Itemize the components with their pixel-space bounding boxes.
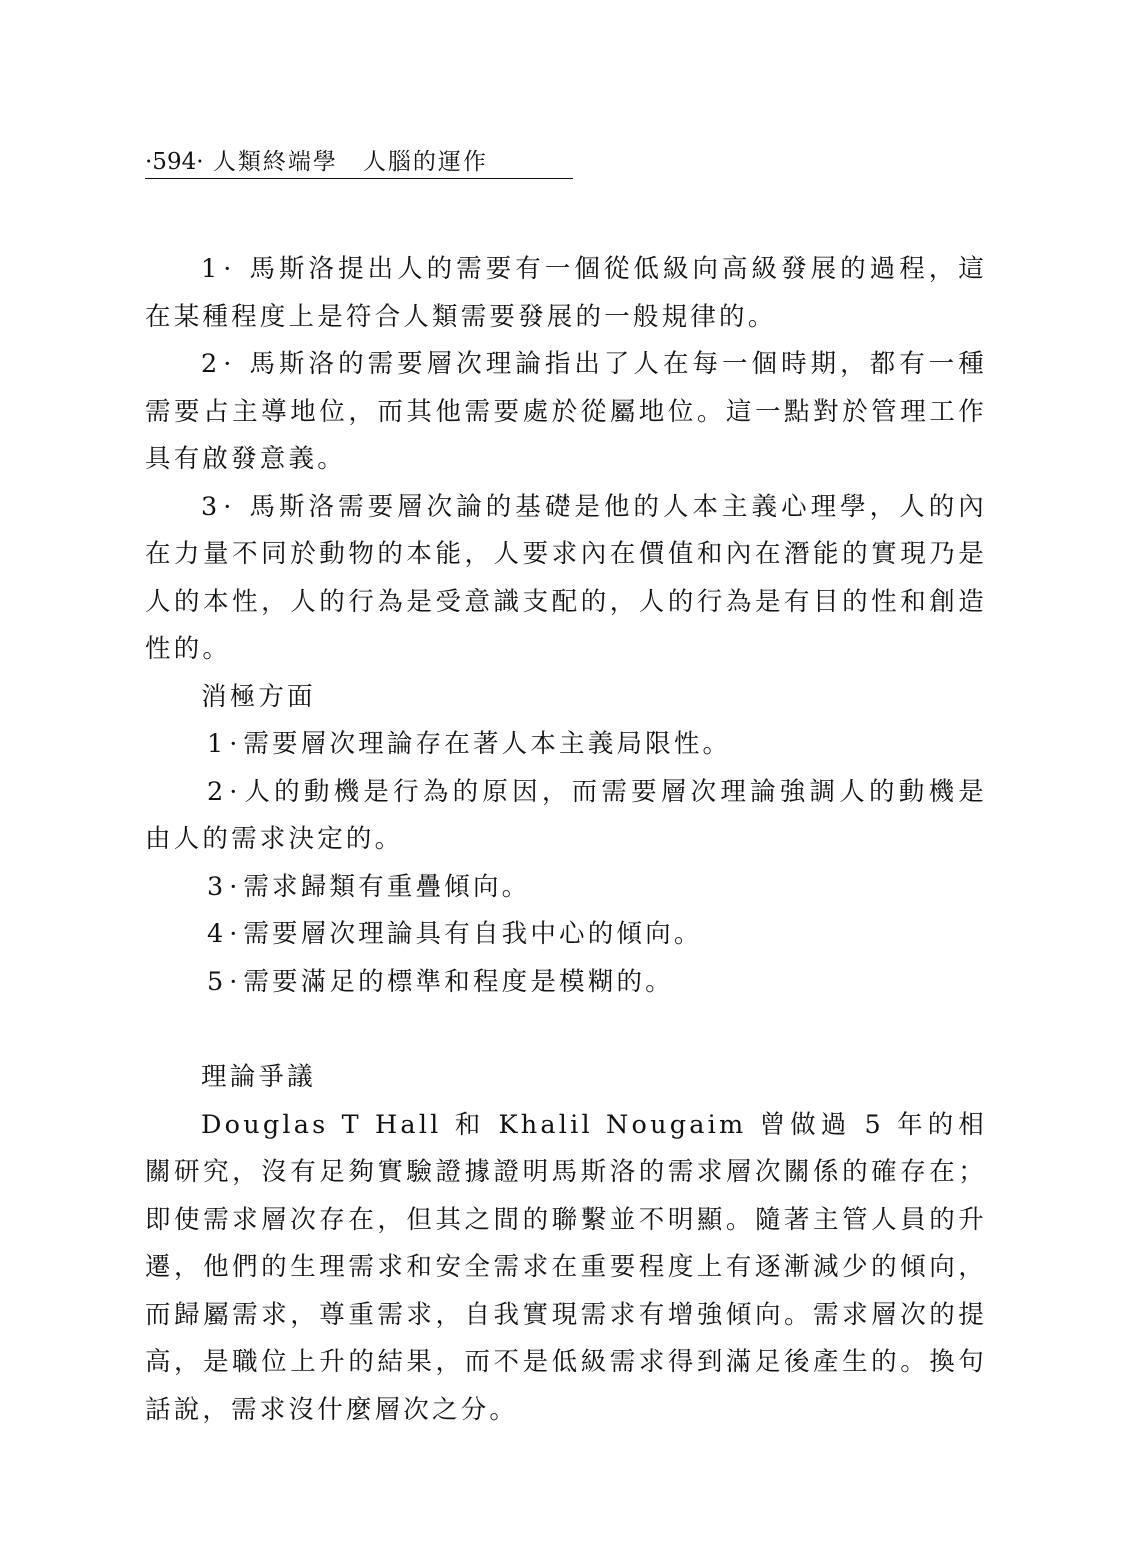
point-text: 馬斯洛需要層次論的基礎是他的人本主義心理學，人的內在力量不同於動物的本能，人要求內在價值和內在潛能的實現乃是人的本性，人的行為是受意識支配的，人的行為是有目的性和創造性的。 [145,491,987,664]
point-number: 3· [201,491,238,522]
point-text: 馬斯洛提出人的需要有一個從低級向高級發展的過程，這在某種程度上是符合人類需要發展的一般規律的。 [145,254,987,332]
positive-point-3 [145,484,987,674]
point-number: 2· [201,349,238,379]
negative-point-4 [145,911,987,959]
positive-point-2 [145,341,987,484]
running-header [145,146,573,179]
positive-point-1 [145,246,987,341]
point-text: 需要層次理論存在著人本主義局限性。 [243,729,732,759]
point-number: 2· [207,776,244,807]
controversy-paragraph: Douglas T Hall 和 Khalil Nougaim 曾做過 5 年的相關研究，沒有足夠實驗證據證明馬斯洛的需求層次關係的確存在；即使需求層次存在，但其之間的聯繫並不明顯。隨著主管人員的升遷，他們的生理需求和安全需求在重要程度上有逐漸減少的傾向，而歸屬需求，尊重需求，自我實現需求有增強傾向。需求層次的提高，是職位上升的結果，而不是低級需求得到滿足後產生的。換句話說，需求沒什麼層次之分。 [145,1109,987,1425]
page-number: ·594· [145,149,204,175]
point-number: 3· [207,871,244,902]
point-number: 1· [207,729,244,759]
point-text: 馬斯洛的需要層次理論指出了人在每一個時期，都有一種需要占主導地位，而其他需要處於從屬地位。這一點對於管理工作具有啟發意義。 [145,349,987,474]
negative-point-3 [145,864,987,912]
point-number: 4· [207,919,244,949]
negative-heading: 消極方面 [201,681,316,712]
point-text: 需要層次理論具有自我中心的傾向。 [243,919,703,949]
point-text: 需要滿足的標準和程度是模糊的。 [243,966,674,997]
point-number: 5· [207,966,244,997]
point-number: 1· [201,254,238,284]
book-title: 人類終端學 人腦的運作 [212,149,488,175]
section-gap [145,1006,987,1054]
negative-point-2 [145,769,987,864]
point-text: 人的動機是行為的原因，而需要層次理論強調人的動機是由人的需求決定的。 [145,776,987,854]
controversy-heading: 理論爭議 [201,1062,316,1092]
negative-point-1 [145,721,987,769]
negative-point-5 [145,959,987,1007]
body-text [145,246,987,1434]
point-text: 需求歸類有重疊傾向。 [243,871,531,902]
